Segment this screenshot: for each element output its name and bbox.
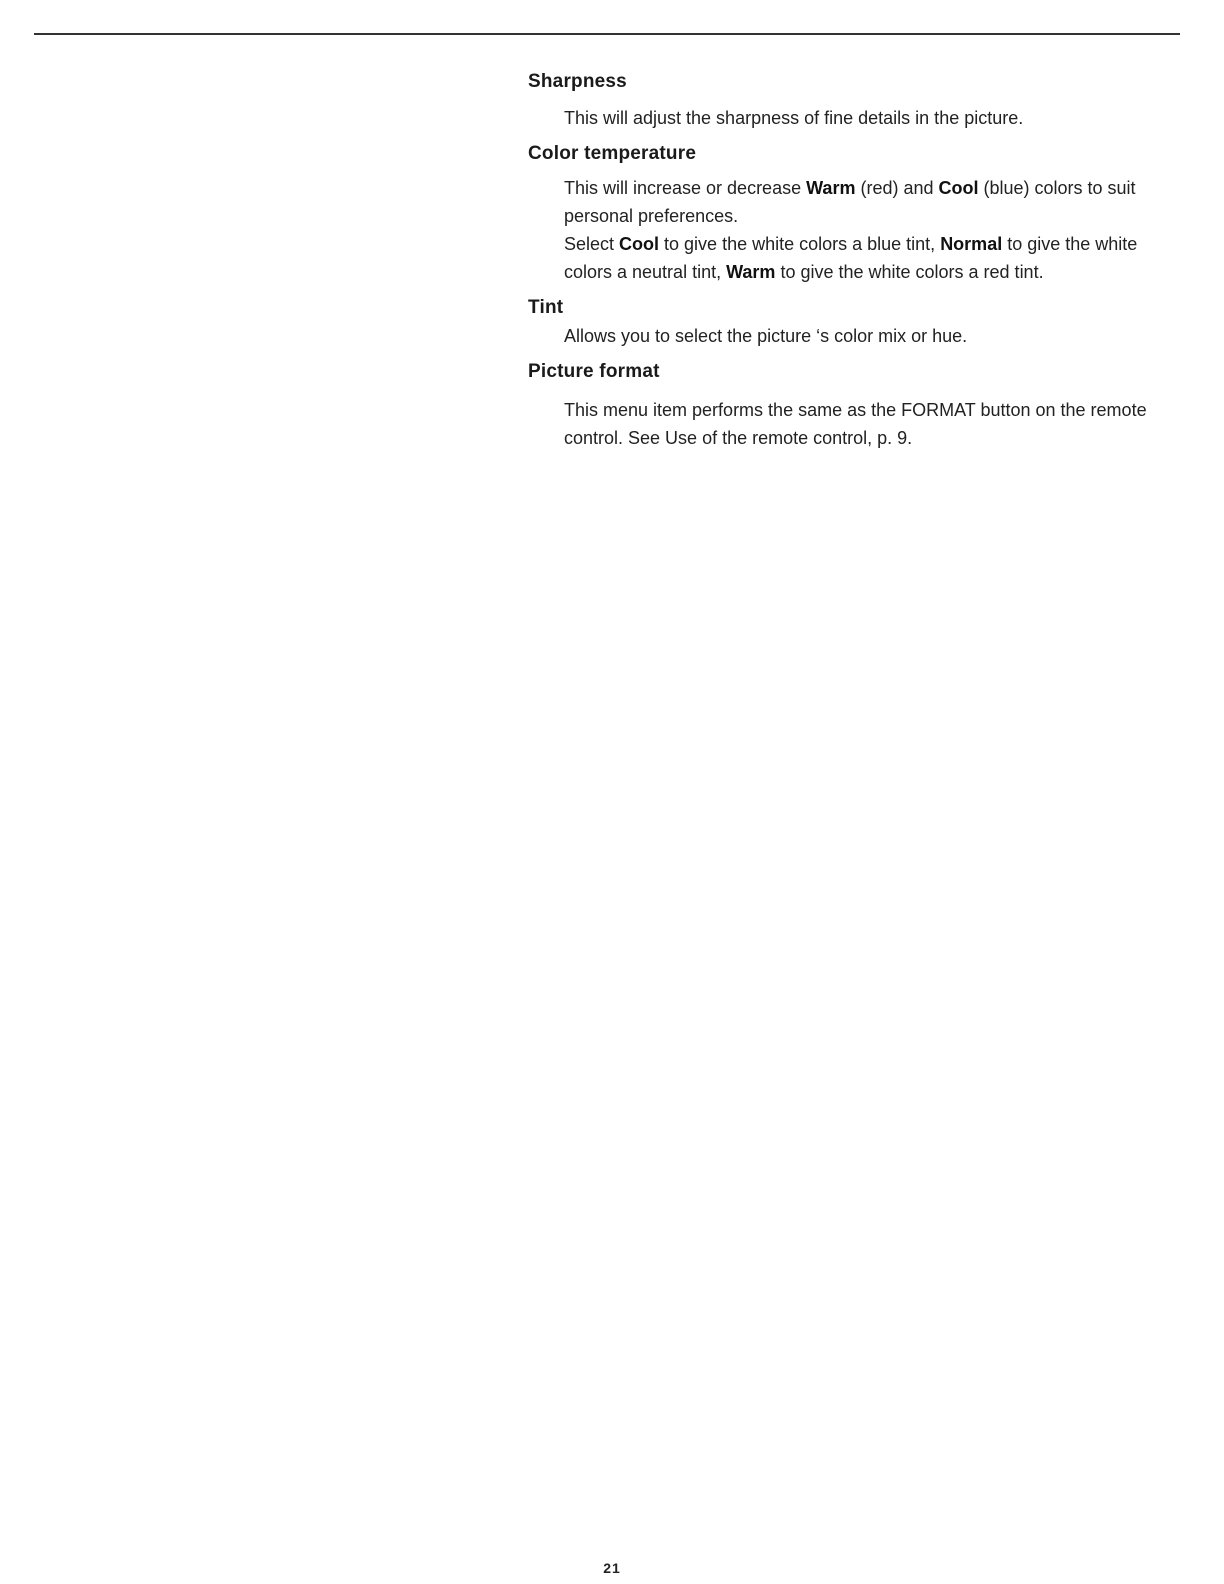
heading-color-temperature: Color temperature bbox=[528, 143, 697, 164]
text-picture-format: This menu item performs the same as the FORMAT button on the remote control. See Use of the remote control, p. 9. bbox=[564, 400, 1147, 448]
text-fragment: Select bbox=[564, 234, 620, 254]
section-picture-format bbox=[528, 360, 1178, 452]
text-color-temperature-options bbox=[564, 230, 1154, 286]
heading-picture-format: Picture format bbox=[528, 361, 660, 382]
keyword-cool: Cool bbox=[938, 178, 979, 198]
keyword-warm: Warm bbox=[726, 262, 776, 282]
text-fragment: to give the white colors a red tint. bbox=[775, 262, 1044, 282]
text-fragment: (blue) colors to suit personal preferences. bbox=[564, 178, 1136, 226]
page-number: 21 bbox=[603, 1560, 621, 1576]
page-content bbox=[528, 70, 1178, 452]
text-fragment: to give the white colors a blue tint, bbox=[659, 234, 941, 254]
text-fragment: (red) and bbox=[855, 178, 939, 198]
text-fragment: to give the white colors a neutral tint, bbox=[564, 234, 1138, 282]
section-sharpness bbox=[528, 70, 1178, 132]
keyword-cool: Cool bbox=[619, 234, 660, 254]
text-sharpness: This will adjust the sharpness of fine details in the picture. bbox=[564, 108, 1024, 128]
top-rule bbox=[34, 33, 1180, 35]
text-color-temperature-intro bbox=[564, 174, 1174, 230]
keyword-normal: Normal bbox=[940, 234, 1003, 254]
text-fragment: This will increase or decrease bbox=[564, 178, 807, 198]
text-tint: Allows you to select the picture ‘s color mix or hue. bbox=[564, 326, 968, 346]
section-color-temperature bbox=[528, 142, 1178, 286]
section-tint bbox=[528, 296, 1178, 350]
keyword-warm: Warm bbox=[806, 178, 856, 198]
heading-tint: Tint bbox=[528, 297, 564, 318]
heading-sharpness: Sharpness bbox=[528, 71, 627, 92]
